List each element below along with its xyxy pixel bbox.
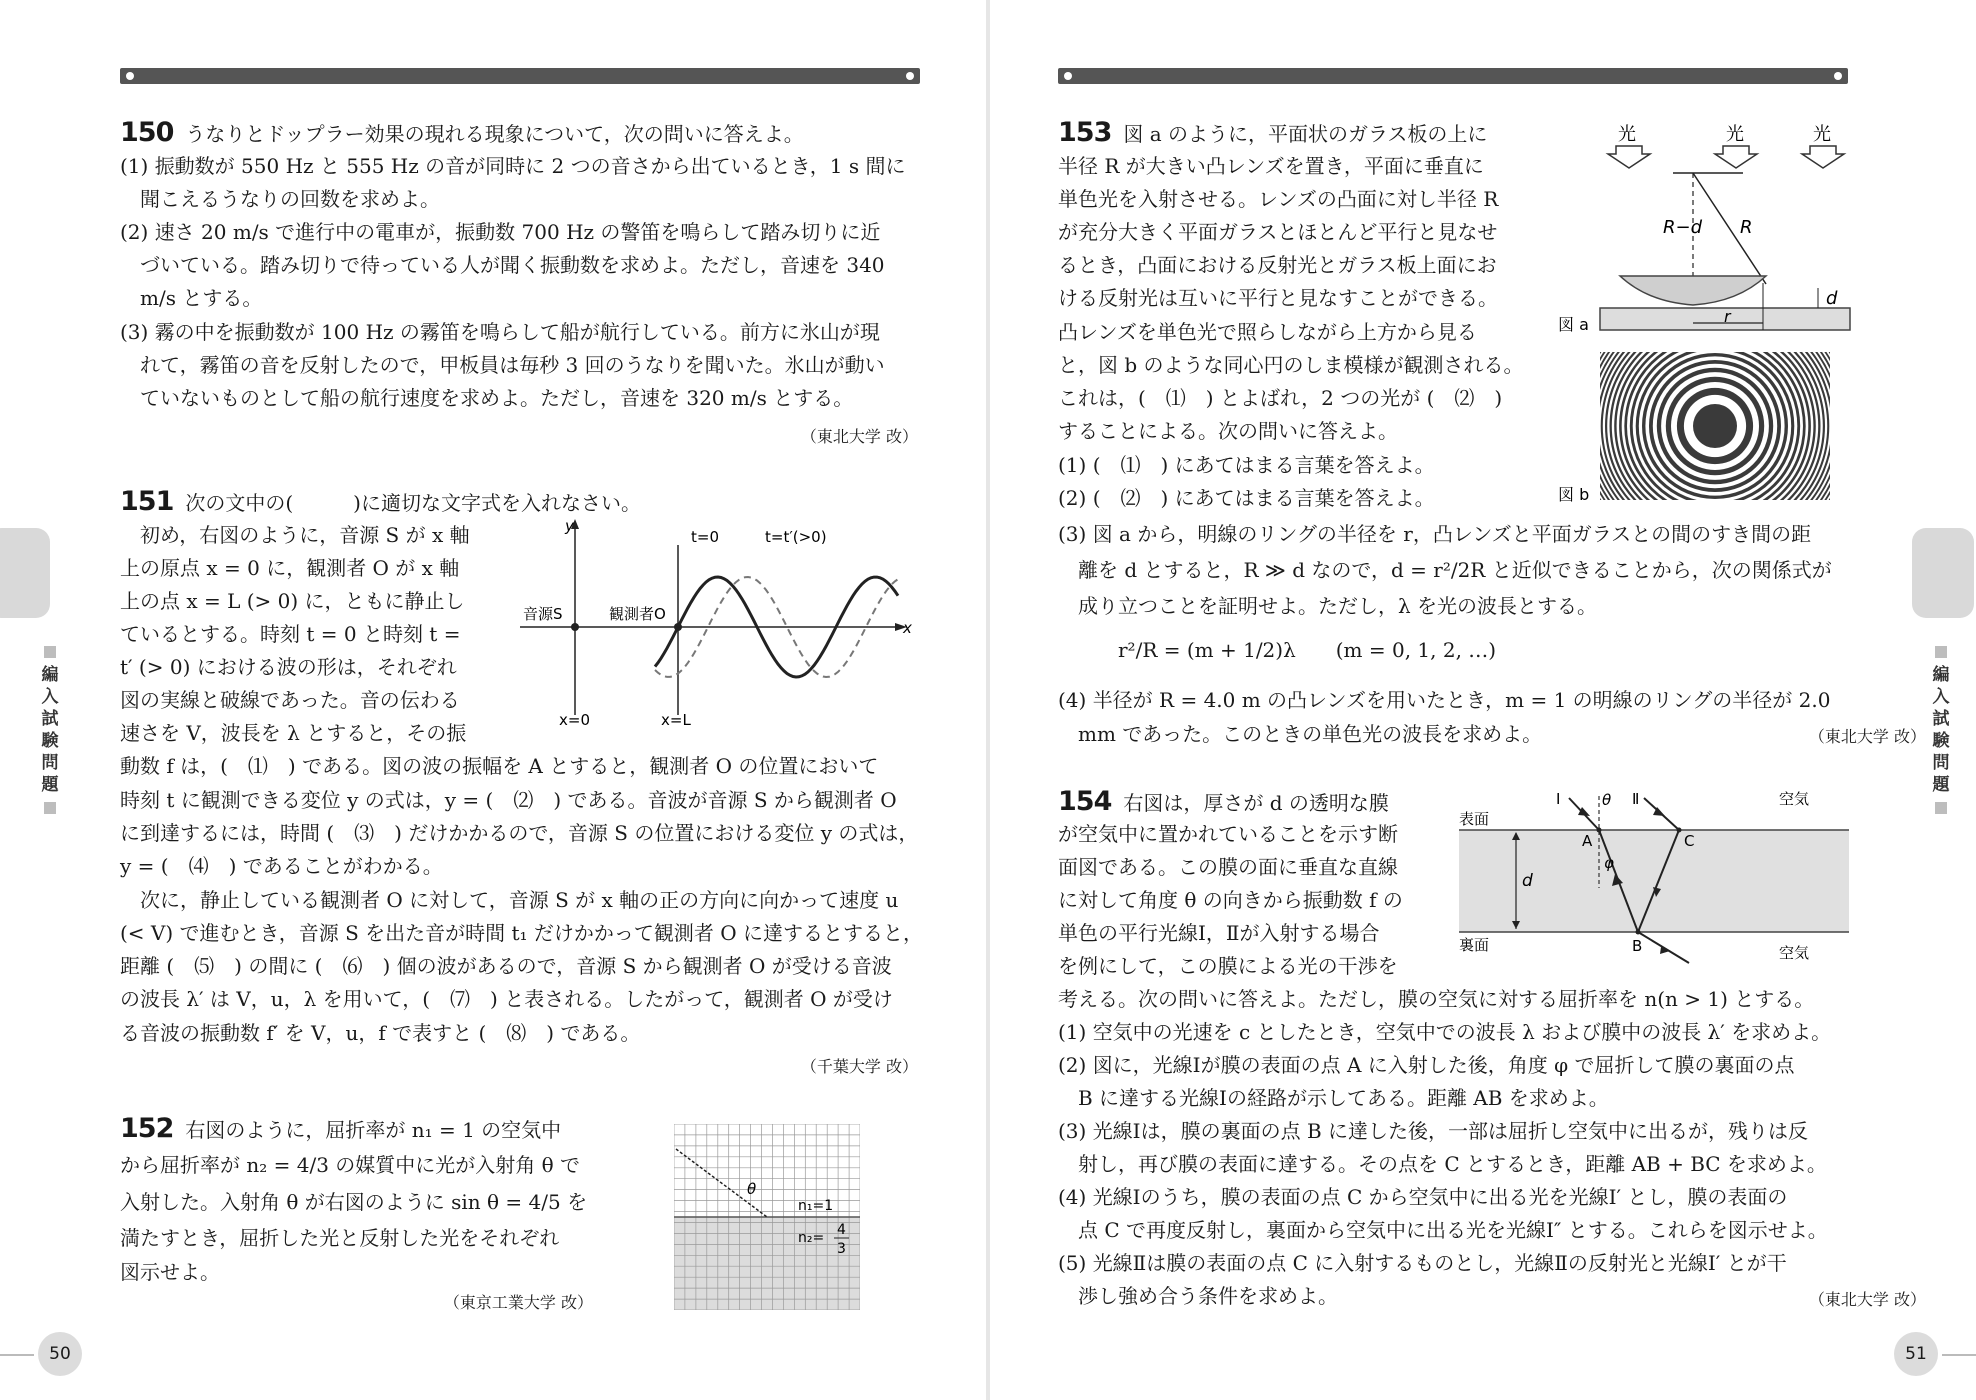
p154-line-14: (5) 光線Ⅱは膜の表面の点 C に入射するものとし，光線Ⅱの反射光と光線Ⅰ′ とが干 (1058, 1251, 1787, 1275)
p154-line-15: 渉し強め合う条件を求めよ。 (1078, 1284, 1338, 1308)
p153-line-16: (4) 半径が R = 4.0 m の凸レンズを用いたとき，m = 1 の明線のリングの半径が 2.0 (1058, 688, 1831, 712)
big-r-label: R (1740, 217, 1753, 238)
t0-label: t=0 (691, 528, 719, 546)
problem-number-150: 150 (120, 117, 174, 148)
p152-line-2: 入射した。入射角 θ が右図のように sin θ = 4/5 を (120, 1190, 588, 1214)
p152-source: （東京工業大学 改） (443, 1293, 593, 1312)
p153-equation: r²/R = (m + 1/2)λ (m = 0, 1, 2, …) (1118, 638, 1497, 662)
ray-2-label: Ⅱ (1632, 790, 1640, 808)
p151-line-13: (< V) で進むとき，音源 S を出た音が時間 t₁ だけかかって観測者 O に達するとすると， (120, 921, 924, 945)
p151-line-0: 151 次の文中の( )に適切な文字式を入れなさい。 (120, 486, 641, 517)
p153-line-3: が充分大きく平面ガラスとほとんど平行と見なせ (1058, 220, 1498, 244)
p154-line-13: 点 C で再度反射し，裏面から空気中に出る光を光線Ⅰ″ とする。これらを図示せよ。 (1078, 1218, 1828, 1242)
p153-line-9: することによる。次の問いに答えよ。 (1058, 419, 1398, 443)
radius-line (1693, 173, 1766, 284)
p154-line-11: 射し，再び膜の表面に達する。その点を C とするとき，距離 AB + BC を求めよ。 (1078, 1152, 1827, 1176)
p153-line-17: mm であった。このときの単色光の波長を求めよ。 (1078, 722, 1543, 746)
refraction-grid-figure (674, 1124, 860, 1310)
observer-o-label: 観測者O (609, 605, 666, 623)
p153-line-4: るとき，凸面における反射光とガラス板上面にお (1058, 253, 1497, 277)
p153-line-13: 離を d とすると，R ≫ d なので，d = r²/2R と近似できることから，次の関係式が (1078, 558, 1832, 582)
theta-label: θ (747, 1180, 757, 1198)
p153-line-12: (3) 図 a から，明線のリングの半径を r，凸レンズと平面ガラスとの間のすき間の距 (1058, 522, 1812, 546)
medium-region (674, 1217, 860, 1310)
film-region (1459, 830, 1849, 932)
wave-figure (515, 515, 915, 735)
side-tab (0, 528, 50, 618)
d-label: d (1826, 288, 1838, 309)
p154-line-12: (4) 光線Ⅰのうち，膜の表面の点 C から空気中に出る光を光線Ⅰ′ とし，膜の表面の (1058, 1185, 1788, 1209)
side-tab (1912, 528, 1974, 618)
page-number: 51 (1894, 1332, 1938, 1376)
y-axis-label: y (565, 517, 574, 535)
n2-numerator: 4 (837, 1222, 846, 1238)
light-label-3: 光 (1813, 124, 1831, 145)
side-label: 編 入 試 験 問 題 (35, 640, 65, 820)
ray-1-label: Ⅰ (1556, 790, 1561, 808)
p153-source: （東北大学 改） (1808, 727, 1926, 746)
problem-number-152: 152 (120, 1113, 174, 1144)
p153-line-0: 153 図 a のように，平面状のガラス板の上に (1058, 117, 1488, 148)
rings-group (1574, 352, 1856, 502)
p151-line-5: t′ (> 0) における波の形は，それぞれ (120, 655, 457, 679)
p153-line-5: ける反射光は互いに平行と見なすことができる。 (1058, 286, 1498, 310)
p153-line-8: これは，( ⑴ ) とよばれ，2 つの光が ( ⑵ ) (1058, 386, 1503, 410)
r-minus-d-label: R−d (1663, 217, 1703, 238)
light-arrow-3 (1802, 146, 1844, 168)
p153-line-6: 凸レンズを単色光で照らしながら上方から見る (1058, 320, 1477, 344)
p154-line-4: 単色の平行光線Ⅰ，Ⅱが入射する場合 (1058, 921, 1380, 945)
n2-denominator: 3 (837, 1241, 846, 1257)
p153-line-10: (1) ( ⑴ ) にあてはまる言葉を答えよ。 (1058, 453, 1435, 477)
side-label: 編 入 試 験 問 題 (1926, 640, 1956, 820)
point-c-label: C (1684, 832, 1695, 850)
p154-source: （東北大学 改） (1808, 1290, 1926, 1309)
header-bar (1058, 68, 1848, 84)
thin-film-figure (1454, 788, 1854, 968)
p150-line-1: (1) 振動数が 550 Hz と 555 Hz の音が同時に 2 つの音さから出ているとき，1 s 間に (120, 154, 906, 178)
p150-line-6: (3) 霧の中を振動数が 100 Hz の霧笛を鳴らして船が航行している。前方に氷山が現 (120, 320, 880, 344)
p154-line-8: (2) 図に，光線Ⅰが膜の表面の点 A に入射した後，角度 φ で屈折して膜の裏面の点 (1058, 1053, 1795, 1077)
bottom-surface-label: 裏面 (1459, 936, 1490, 954)
p150-line-8: ていないものとして船の航行速度を求めよ。ただし，音速を 320 m/s とする。 (140, 386, 854, 410)
p151-line-16: る音波の振動数 f′ を V，u，f で表すと ( ⑻ ) である。 (120, 1021, 641, 1045)
p150-line-2: 聞こえるうなりの回数を求めよ。 (140, 187, 440, 211)
light-arrows (1608, 146, 1844, 168)
p152-line-0: 152 右図のように，屈折率が n₁ = 1 の空気中 (120, 1113, 562, 1144)
p152-line-4: 図示せよ。 (120, 1260, 220, 1284)
p154-line-3: に対して角度 θ の向きから振動数 f の (1058, 888, 1403, 912)
p152-line-3: 満たすとき，屈折した光と反射した光をそれぞれ (120, 1226, 560, 1250)
figure-b-label: 図 b (1558, 485, 1590, 502)
top-surface-label: 表面 (1459, 810, 1490, 828)
air-bottom-label: 空気 (1779, 944, 1810, 962)
p154-line-7: (1) 空気中の光速を c としたとき，空気中での波長 λ および膜中の波長 λ′ を求めよ。 (1058, 1020, 1832, 1044)
p151-line-14: 距離 ( ⑸ ) の間に ( ⑹ ) 個の波があるので，音源 S から観測者 O が受ける音波 (120, 954, 892, 978)
figure-b-newton-rings (1558, 352, 1868, 502)
p153-line-7: と，図 b のような同心円のしま模様が観測される。 (1058, 353, 1524, 377)
p150-line-3: (2) 速さ 20 m/s で進行中の電車が，振動数 700 Hz の警笛を鳴らして踏み切りに近 (120, 220, 881, 244)
p154-line-5: を例にして，この膜による光の干渉を (1058, 954, 1398, 978)
p151-line-7: 速さを V，波長を λ とすると，その振 (120, 721, 467, 745)
page-number: 50 (38, 1332, 82, 1376)
p154-line-9: B に達する光線Ⅰの経路が示してある。距離 AB を求めよ。 (1078, 1086, 1609, 1110)
p153-line-14: 成り立つことを証明せよ。ただし，λ を光の波長とする。 (1078, 594, 1598, 618)
small-r-label: r (1724, 307, 1731, 326)
source-point (571, 623, 579, 631)
p151-line-3: 上の点 x = L (> 0) に，ともに静止し (120, 589, 465, 613)
problem-number-153: 153 (1058, 117, 1112, 148)
p154-line-0: 154 右図は，厚さが d の透明な膜 (1058, 786, 1389, 817)
figure-a-lens (1558, 118, 1868, 338)
p150-line-7: れて，霧笛の音を反射したので，甲板員は毎秒 3 回のうなりを聞いた。氷山が動い (140, 353, 885, 377)
p152-line-1: から屈折率が n₂ = 4/3 の媒質中に光が入射角 θ で (120, 1153, 581, 1177)
point-a-label: A (1582, 832, 1593, 850)
p150-line-4: づいている。踏み切りで待っている人が聞く振動数を求めよ。ただし，音速を 340 (140, 253, 885, 277)
source-s-label: 音源S (523, 605, 563, 623)
problem-number-154: 154 (1058, 786, 1112, 817)
x-axis-label: x (903, 619, 912, 637)
p154-line-2: 面図である。この膜の面に垂直な直線 (1058, 855, 1398, 879)
light-label-2: 光 (1726, 124, 1744, 145)
p151-line-10: に到達するには，時間 ( ⑶ ) だけかかるので，音源 S の位置における変位 y の式は， (120, 821, 919, 845)
p150-line-5: m/s とする。 (140, 286, 263, 310)
t1-label: t=t′(>0) (765, 528, 827, 546)
p153-line-2: 単色光を入射させる。レンズの凸面に対し半径 R (1058, 187, 1499, 211)
p150-line-0: 150 うなりとドップラー効果の現れる現象について，次の問いに答えよ。 (120, 117, 804, 148)
p153-line-1: 半径 R が大きい凸レンズを置き，平面に垂直に (1058, 154, 1484, 178)
p151-line-1: 初め，右図のように，音源 S が x 軸 (140, 523, 470, 547)
p151-line-11: y = ( ⑷ ) であることがわかる。 (120, 854, 443, 878)
light-arrow-2 (1715, 146, 1757, 168)
light-label-1: 光 (1618, 124, 1636, 145)
n1-label: n₁=1 (798, 1198, 834, 1214)
figure-a-label: 図 a (1558, 315, 1589, 334)
p150-source: （東北大学 改） (800, 427, 918, 446)
ray-1-transmitted (1638, 932, 1689, 963)
phi-label: φ (1604, 854, 1614, 872)
p151-line-6: 図の実線と破線であった。音の伝わる (120, 688, 460, 712)
point-b-label: B (1632, 937, 1643, 955)
p151-line-4: ているとする。時刻 t = 0 と時刻 t = (120, 622, 461, 646)
problem-number-151: 151 (120, 486, 174, 517)
air-top-label: 空気 (1779, 790, 1810, 808)
l-label: x=L (661, 711, 691, 729)
light-arrow-1 (1608, 146, 1650, 168)
p151-line-2: 上の原点 x = 0 に，観測者 O が x 軸 (120, 556, 460, 580)
header-bar (120, 68, 920, 84)
ring (1693, 404, 1737, 448)
p151-line-9: 時刻 t に観測できる変位 y の式は，y = ( ⑵ ) である。音波が音源 S から観測者 O (120, 788, 897, 812)
p151-line-12: 次に，静止している観測者 O に対して，音源 S が x 軸の正の方向に向かって速度 u (140, 888, 899, 912)
theta-label: θ (1602, 791, 1612, 809)
p154-line-6: 考える。次の問いに答えよ。ただし，膜の空気に対する屈折率を n(n > 1) とする。 (1058, 987, 1815, 1011)
convex-lens (1620, 276, 1766, 305)
p151-source: （千葉大学 改） (800, 1057, 918, 1076)
right-page (988, 0, 1976, 1400)
origin-label: x=0 (559, 711, 590, 729)
p151-line-15: の波長 λ′ は V，u，λ を用いて，( ⑺ ) と表される。したがって，観測者 O が受け (120, 987, 893, 1011)
p154-line-10: (3) 光線Ⅰは，膜の裏面の点 B に達した後，一部は屈折し空気中に出るが，残りは反 (1058, 1119, 1808, 1143)
d-label: d (1522, 871, 1533, 891)
p151-line-8: 動数 f は，( ⑴ ) である。図の波の振幅を A とすると，観測者 O の位置において (120, 754, 879, 778)
p153-line-11: (2) ( ⑵ ) にあてはまる言葉を答えよ。 (1058, 486, 1435, 510)
p154-line-1: が空気中に置かれていることを示す断 (1058, 822, 1398, 846)
n2-label: n₂= (798, 1230, 825, 1246)
